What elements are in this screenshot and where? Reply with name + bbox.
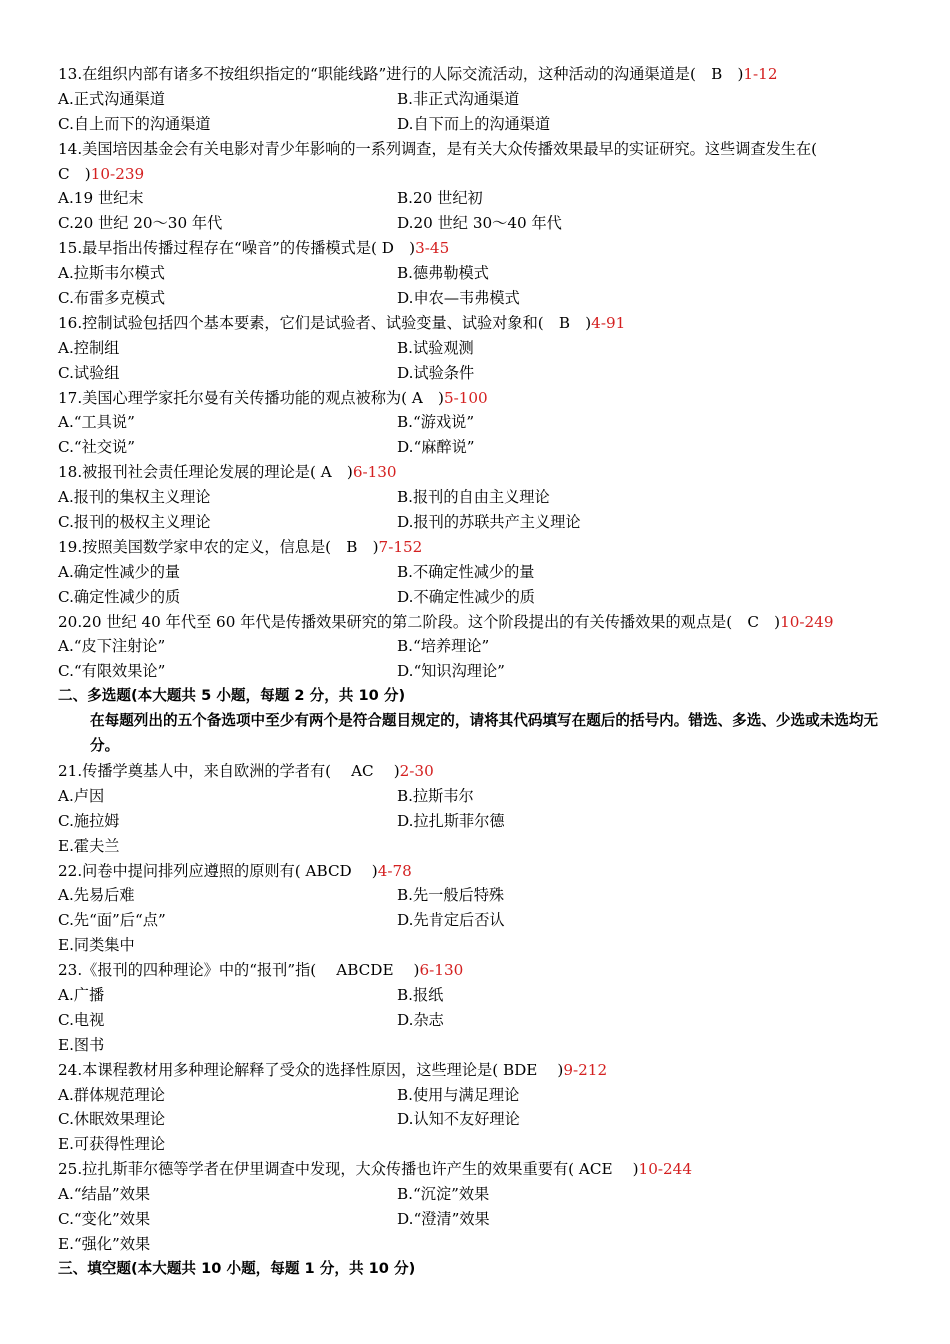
option-row [58, 883, 898, 908]
option-row [58, 510, 898, 535]
option-row [58, 809, 898, 834]
option-row [58, 1083, 898, 1108]
page-reference: 10-239 [90, 164, 145, 183]
option-c: C.休眠效果理论 [58, 1110, 166, 1129]
page-reference: 10-244 [638, 1160, 692, 1179]
option-row [58, 1132, 898, 1157]
page-reference: 5-100 [443, 388, 488, 407]
question-stem: 22.问卷中提问排列应遵照的原则有( ABCD ) [58, 861, 378, 880]
option-d: D.杂志 [397, 1010, 444, 1029]
option-c: C.“社交说” [58, 438, 135, 457]
option-d: D.认知不友好理论 [397, 1110, 520, 1129]
option-a: A.“工具说” [58, 413, 135, 432]
question-16 [58, 311, 898, 336]
page-reference: 3-45 [415, 239, 450, 258]
option-d: D.报刊的苏联共产主义理论 [397, 513, 581, 532]
option-c: C.确定性减少的质 [58, 587, 181, 606]
question-stem: 16.控制试验包括四个基本要素，它们是试验者、试验变量、试验对象和( B ) [58, 313, 592, 332]
page-reference: 4-78 [377, 861, 412, 880]
option-row [58, 87, 898, 112]
option-b: B.报纸 [397, 985, 444, 1004]
page-reference: 6-130 [419, 961, 464, 980]
question-19 [58, 535, 898, 560]
option-b: B.非正式沟通渠道 [397, 89, 520, 108]
question-23 [58, 958, 898, 983]
option-row [58, 1232, 898, 1257]
option-d: D.“知识沟理论” [397, 662, 505, 681]
section-heading: 三、填空题(本大题共 10 小题，每题 1 分，共 10 分) [58, 1259, 416, 1277]
page-reference: 10-249 [780, 612, 834, 631]
option-d: D.自下而上的沟通渠道 [397, 114, 551, 133]
option-a: A.控制组 [58, 338, 120, 357]
option-a: A.报刊的集权主义理论 [58, 488, 211, 507]
question-24 [58, 1058, 898, 1083]
option-c: C.先“面”后“点” [58, 911, 166, 930]
option-b: B.使用与满足理论 [397, 1085, 520, 1104]
option-row [58, 485, 898, 510]
question-17 [58, 386, 898, 411]
option-b: B.试验观测 [397, 338, 474, 357]
question-14-continued [58, 162, 898, 187]
question-21 [58, 759, 898, 784]
option-row [58, 186, 898, 211]
option-d: D.试验条件 [397, 363, 475, 382]
question-14 [58, 137, 898, 162]
option-row [58, 659, 898, 684]
question-stem: 17.美国心理学家托尔曼有关传播功能的观点被称为( A ) [58, 388, 444, 407]
option-row [58, 784, 898, 809]
option-d: D.先肯定后否认 [397, 911, 505, 930]
question-stem-continued: C ) [58, 164, 91, 183]
option-row [58, 336, 898, 361]
option-b: B.“游戏说” [397, 413, 475, 432]
section-heading: 二、多选题(本大题共 5 小题，每题 2 分，共 10 分) [58, 687, 406, 705]
option-b: B.德弗勒模式 [397, 264, 489, 283]
option-row [58, 286, 898, 311]
option-b: B.“培养理论” [397, 637, 490, 656]
option-b: B.报刊的自由主义理论 [397, 488, 550, 507]
question-stem: 23.《报刊的四种理论》中的“报刊”指( ABCDE ) [58, 961, 420, 980]
option-d: D.不确定性减少的质 [397, 587, 535, 606]
option-a: A.先易后难 [58, 886, 135, 905]
option-a: A.广播 [58, 985, 105, 1004]
option-d: D.拉扎斯菲尔德 [397, 811, 505, 830]
option-e: E.可获得性理论 [58, 1135, 166, 1154]
option-e: E.“强化”效果 [58, 1234, 151, 1253]
question-stem: 13.在组织内部有诸多不按组织指定的“职能线路”进行的人际交流活动，这种活动的沟通渠道是( B ) [58, 65, 744, 83]
option-c: C.自上而下的沟通渠道 [58, 114, 211, 133]
question-stem: 20.20 世纪 40 年代至 60 年代是传播效果研究的第二阶段。这个阶段提出的有关传播效果的观点是( C ) [58, 612, 781, 631]
option-c: C.“有限效果论” [58, 662, 166, 681]
option-c: C.布雷多克模式 [58, 289, 166, 308]
option-a: A.卢因 [58, 786, 105, 805]
option-b: B.拉斯韦尔 [397, 786, 474, 805]
option-e: E.图书 [58, 1035, 105, 1054]
option-a: A.“皮下注射论” [58, 637, 166, 656]
question-stem: 15.最早指出传播过程存在“噪音”的传播模式是( D ) [58, 239, 416, 258]
option-row [58, 908, 898, 933]
option-row [58, 834, 898, 859]
option-row [58, 261, 898, 286]
option-b: B.20 世纪初 [397, 189, 483, 208]
option-row [58, 983, 898, 1008]
option-row [58, 560, 898, 585]
question-stem: 14.美国培因基金会有关电影对青少年影响的一系列调查，是有关大众传播效果最早的实证研究。这些调查发生在( [58, 139, 818, 158]
option-row [58, 435, 898, 460]
question-13 [58, 62, 898, 87]
page-reference: 2-30 [399, 761, 434, 780]
option-row [58, 1008, 898, 1033]
question-stem: 24.本课程教材用多种理论解释了受众的选择性原因，这些理论是( BDE ) [58, 1060, 564, 1079]
question-stem: 18.被报刊社会责任理论发展的理论是( A ) [58, 463, 353, 482]
option-c: C.施拉姆 [58, 811, 120, 830]
question-stem: 19.按照美国数学家申农的定义，信息是( B ) [58, 537, 379, 556]
option-a: A.“结晶”效果 [58, 1185, 151, 1204]
option-a: A.正式沟通渠道 [58, 89, 165, 108]
page-reference: 1-12 [743, 65, 778, 83]
page-reference: 6-130 [352, 463, 397, 482]
question-20 [58, 610, 898, 635]
option-a: A.确定性减少的量 [58, 562, 181, 581]
option-d: D.“麻醉说” [397, 438, 475, 457]
option-a: A.19 世纪末 [58, 189, 144, 208]
question-22 [58, 859, 898, 884]
option-c: C.20 世纪 20～30 年代 [58, 214, 223, 233]
option-row [58, 211, 898, 236]
option-row [58, 1182, 898, 1207]
option-row [58, 585, 898, 610]
option-e: E.同类集中 [58, 936, 135, 955]
option-d: D.20 世纪 30～40 年代 [397, 214, 562, 233]
page-reference: 7-152 [378, 537, 423, 556]
option-b: B.先一般后特殊 [397, 886, 505, 905]
option-row [58, 361, 898, 386]
option-e: E.霍夫兰 [58, 836, 120, 855]
page-reference: 9-212 [563, 1060, 608, 1079]
option-row [58, 410, 898, 435]
option-d: D.申农—韦弗模式 [397, 289, 520, 308]
option-c: C.试验组 [58, 363, 120, 382]
section-instruction: 在每题列出的五个备选项中至少有两个是符合题目规定的，请将其代码填写在题后的括号内。错选、多选、少选或未选均无分。 [90, 712, 879, 755]
option-a: A.拉斯韦尔模式 [58, 264, 165, 283]
option-c: C.“变化”效果 [58, 1210, 151, 1228]
option-c: C.报刊的极权主义理论 [58, 513, 211, 532]
option-row [58, 1033, 898, 1058]
option-row [58, 933, 898, 958]
question-18 [58, 460, 898, 485]
option-c: C.电视 [58, 1010, 105, 1029]
exam-document [58, 62, 898, 1282]
option-b: B.“沉淀”效果 [397, 1185, 490, 1204]
question-stem: 25.拉扎斯菲尔德等学者在伊里调查中发现，大众传播也许产生的效果重要有( ACE ) [58, 1160, 639, 1179]
option-row [58, 1207, 898, 1232]
option-b: B.不确定性减少的量 [397, 562, 535, 581]
question-15 [58, 236, 898, 261]
option-d: D.“澄清”效果 [397, 1210, 490, 1228]
option-row [58, 112, 898, 137]
question-stem: 21.传播学奠基人中，来自欧洲的学者有( AC ) [58, 761, 400, 780]
option-row [58, 1107, 898, 1132]
option-a: A.群体规范理论 [58, 1085, 165, 1104]
question-25 [58, 1157, 898, 1182]
page-reference: 4-91 [591, 313, 626, 332]
option-row [58, 634, 898, 659]
